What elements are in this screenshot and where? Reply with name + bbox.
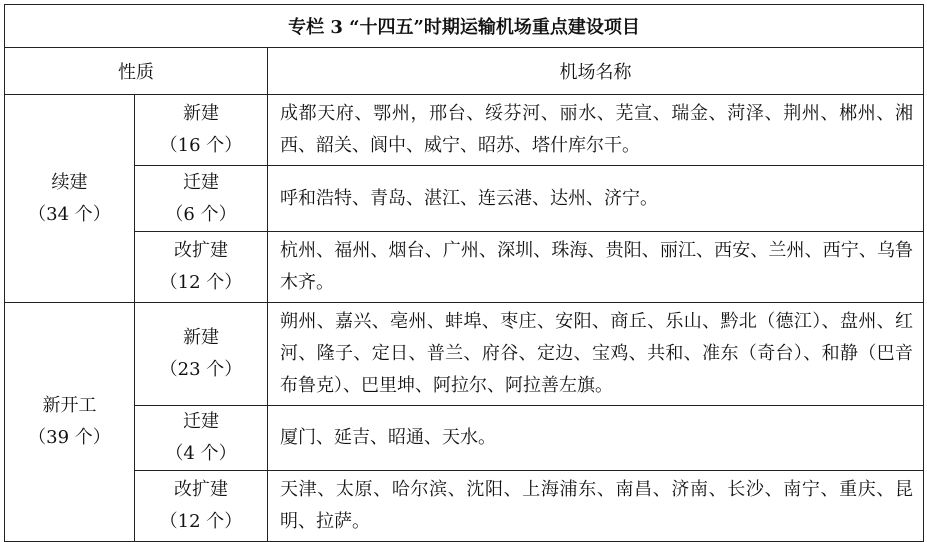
table-row — [5, 303, 924, 406]
subtype-count: （12 个） — [159, 272, 243, 293]
airport-list: 厦门、延吉、昭通、天水。 — [268, 406, 924, 471]
subtype-cell — [135, 471, 268, 542]
table-row — [5, 95, 924, 166]
subtype-cell — [135, 406, 268, 471]
subtype-cell — [135, 166, 268, 232]
subtype-count: （16 个） — [159, 135, 243, 156]
category-name: 新开工 — [42, 395, 97, 416]
subtype-cell — [135, 303, 268, 406]
table-title: 专栏 3 “十四五”时期运输机场重点建设项目 — [5, 5, 924, 48]
airport-list: 天津、太原、哈尔滨、沈阳、上海浦东、南昌、济南、长沙、南宁、重庆、昆明、拉萨。 — [268, 471, 924, 542]
table-row — [5, 232, 924, 303]
table-header-row — [5, 48, 924, 95]
table-title-row — [5, 5, 924, 48]
subtype-cell — [135, 232, 268, 303]
subtype-name: 改扩建 — [174, 240, 228, 261]
subtype-name: 改扩建 — [174, 479, 228, 500]
subtype-cell — [135, 95, 268, 166]
category-cell — [5, 95, 135, 303]
subtype-count: （6 个） — [165, 203, 237, 225]
category-count: （34 个） — [28, 203, 111, 225]
subtype-name: 新建 — [183, 327, 219, 348]
airport-projects-table — [4, 4, 924, 542]
table-row — [5, 471, 924, 542]
category-cell — [5, 303, 135, 542]
subtype-name: 新建 — [183, 103, 219, 124]
category-name: 续建 — [51, 171, 88, 193]
table-row — [5, 166, 924, 232]
subtype-count: （4 个） — [165, 443, 237, 464]
subtype-name: 迁建 — [183, 411, 219, 432]
subtype-name: 迁建 — [183, 171, 219, 193]
airport-list: 朔州、嘉兴、亳州、蚌埠、枣庄、安阳、商丘、乐山、黔北（德江）、盘州、红河、隆子、定日、普兰、府谷、定边、宝鸡、共和、准东（奇台）、和静（巴音布鲁克）、巴里坤、阿拉尔、阿拉善左旗。 — [268, 303, 924, 406]
header-nature: 性质 — [5, 48, 268, 95]
airport-list: 成都天府、鄂州，邢台、绥芬河、丽水、芜宣、瑞金、菏泽、荆州、郴州、湘西、韶关、阆中、威宁、昭苏、塔什库尔干。 — [268, 95, 924, 166]
table-row — [5, 406, 924, 471]
subtype-count: （23 个） — [159, 359, 243, 380]
subtype-count: （12 个） — [159, 511, 243, 532]
header-airport-names: 机场名称 — [268, 48, 924, 95]
category-count: （39 个） — [28, 427, 111, 448]
airport-list: 呼和浩特、青岛、湛江、连云港、达州、济宁。 — [268, 166, 924, 232]
airport-list: 杭州、福州、烟台、广州、深圳、珠海、贵阳、丽江、西安、兰州、西宁、乌鲁木齐。 — [268, 232, 924, 303]
